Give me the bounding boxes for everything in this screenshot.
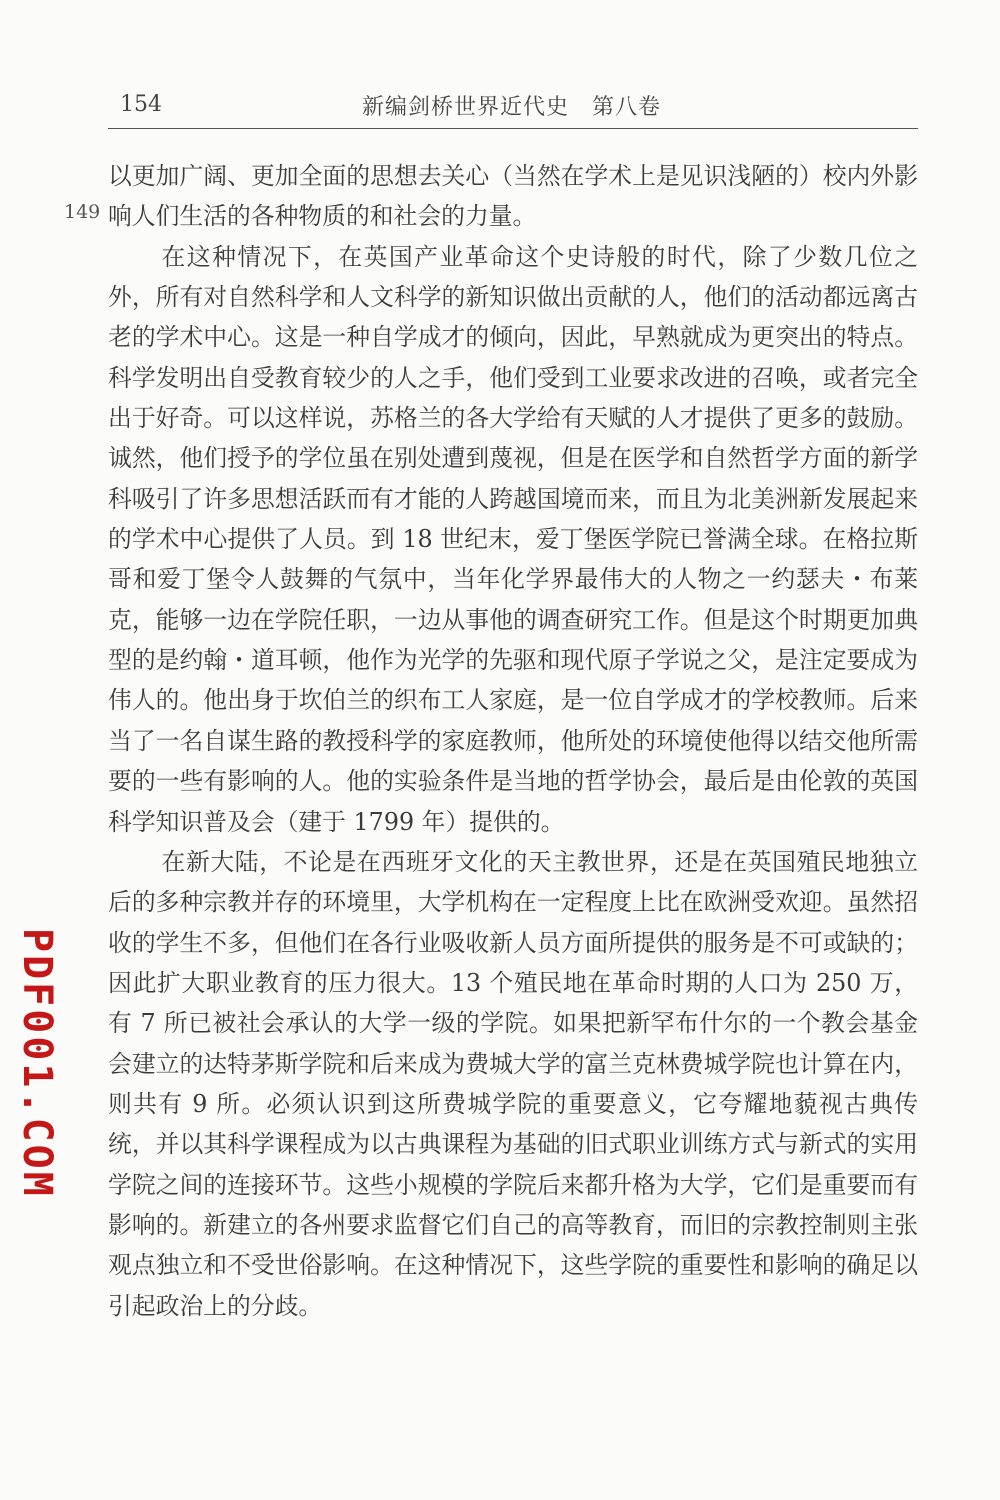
header-rule	[108, 128, 918, 129]
paragraph-continued: 以更加广阔、更加全面的思想去关心（当然在学术上是见识浅陋的）校内外影响人们生活的各种物质的和社会的力量。	[108, 162, 918, 231]
paragraph: 在新大陆，不论是在西班牙文化的天主教世界，还是在英国殖民地独立后的多种宗教并存的环境里，大学机构在一定程度上比在欧洲受欢迎。虽然招收的学生不多，但他们在各行业吸收新人员方面所提供的服务是不可或缺的；因此扩大职业教育的压力很大。13 个殖民地在革命时期的人口为 250 万，有 7 所已被社会承认的大学一级的学院。如果把新罕布什尔的一个教会基金会建立的达特茅斯学院和后来成为费城大学的富兰克林费城学院也计算在内，则共有 9 所。必须认识到这所费城学院的重要意义，它夸耀地藐视古典传统，并以其科学课程成为以古典课程为基础的旧式职业训练方式与新式的实用学院之间的连接环节。这些小规模的学院后来都升格为大学，它们是重要而有影响的。新建立的各州要求监督它们自己的高等教育，而旧的宗教控制则主张观点独立和不受世俗影响。在这种情况下，这些学院的重要性和影响的确足以引起政治上的分歧。	[108, 847, 918, 1320]
page-header	[108, 88, 918, 120]
watermark: PDF001.COM	[14, 928, 60, 1199]
page-number: 154	[120, 92, 162, 117]
body-text	[108, 156, 918, 1326]
margin-reference-number: 149	[64, 201, 101, 223]
paragraph: 在这种情况下，在英国产业革命这个史诗般的时代，除了少数几位之外，所有对自然科学和人文科学的新知识做出贡献的人，他们的活动都远离古老的学术中心。这是一种自学成才的倾向，因此，早熟就成为更突出的特点。科学发明出自受教育较少的人之手，他们受到工业要求改进的召唤，或者完全出于好奇。可以这样说，苏格兰的各大学给有天赋的人才提供了更多的鼓励。诚然，他们授予的学位虽在别处遭到蔑视，但是在医学和自然哲学方面的新学科吸引了许多思想活跃而有才能的人跨越国境而来，而且为北美洲新发展起来的学术中心提供了人员。到 18 世纪末，爱丁堡医学院已誉满全球。在格拉斯哥和爱丁堡令人鼓舞的气氛中，当年化学界最伟大的人物之一约瑟夫・布莱克，能够一边在学院任职，一边从事他的调查研究工作。但是这个时期更加典型的是约翰・道耳顿，他作为光学的先驱和现代原子学说之父，是注定要成为伟人的。他出身于坎伯兰的织布工人家庭，是一位自学成才的学校教师。后来当了一名自谋生路的教授科学的家庭教师，他所处的环境使他得以结交他所需要的一些有影响的人。他的实验条件是当地的哲学协会，最后是由伦敦的英国科学知识普及会（建于 1799 年）提供的。	[108, 242, 918, 836]
running-title: 新编剑桥世界近代史 第八卷	[362, 95, 662, 120]
